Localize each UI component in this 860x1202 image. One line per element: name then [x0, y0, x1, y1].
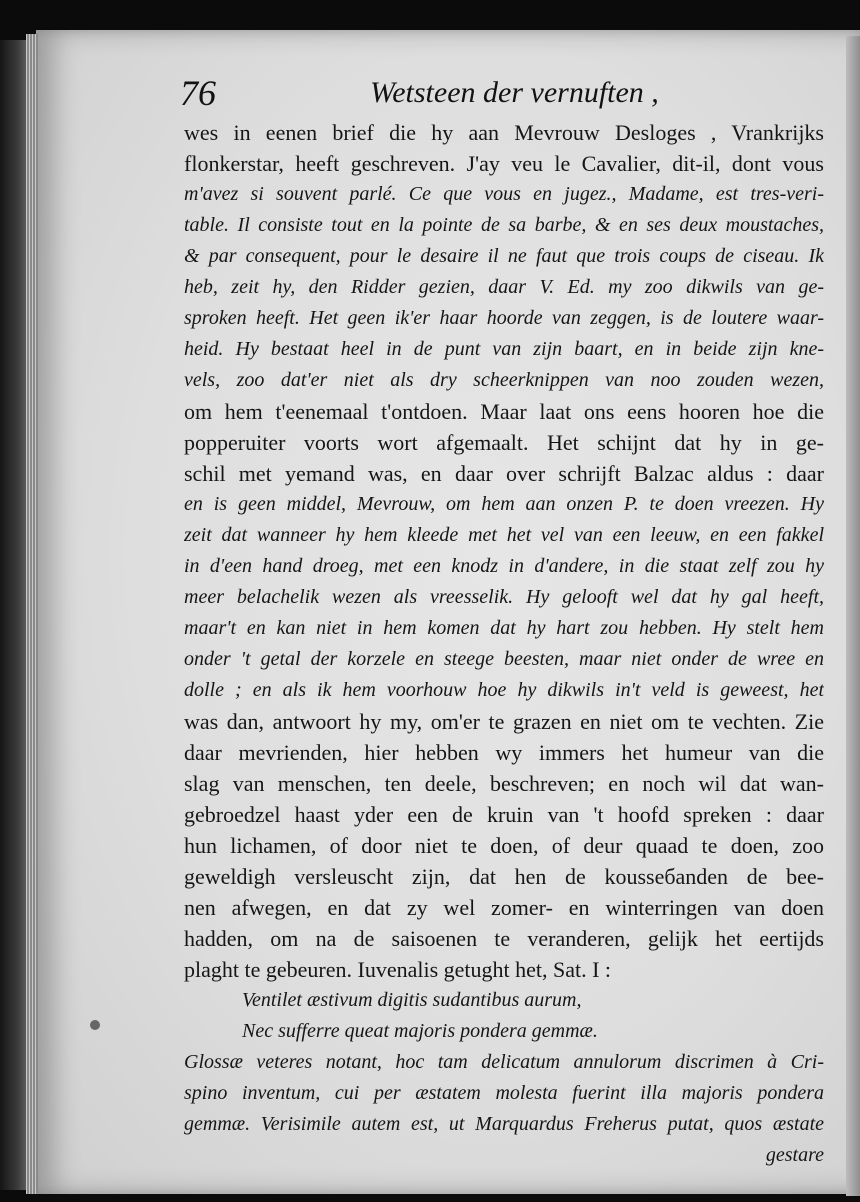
page-number: 76 [180, 73, 216, 113]
page-header [180, 70, 840, 116]
text-line: hadden, om na de saisoenen te veranderen, gelijk het eertijds [184, 926, 824, 951]
text-line: maar't en kan niet in hem komen dat hy hart zou hebben. Hy stelt hem [184, 617, 824, 639]
text-line: slag van menschen, ten deele, beschreven; en noch wil dat wan- [184, 771, 824, 796]
text-line: gebroedzel haast yder een de kruin van 't hoofd spreken : daar [184, 802, 824, 827]
text-line: sproken heeft. Het geen ik'er haar hoorde van zeggen, is de loutere waar- [184, 307, 824, 329]
quote-line: Nec sufferre queat majoris pondera gemmæ. [242, 1020, 598, 1042]
catchword: gestare [765, 1144, 824, 1166]
text-line: & par consequent, pour le desaire il ne faut que trois coups de ciseau. Ik [184, 245, 824, 267]
text-line: om hem t'eenemaal t'ontdoen. Maar laat ons eens hooren hoe die [184, 399, 824, 424]
text-line: table. Il consiste tout en la pointe de sa barbe, & en ses deux moustaches, [184, 214, 824, 236]
text-line: was dan, antwoort hy my, om'er te grazen en niet om te vechten. Zie [184, 709, 824, 734]
facing-page-edge [846, 36, 860, 1196]
text-line: in d'een hand droeg, met een knodz in d'andere, in die staat zelf zou hy [184, 555, 824, 577]
text-line: nen afwegen, en dat zy wel zomer- en winterringen van doen [184, 895, 824, 920]
text-line: hun lichamen, of door niet te doen, of deur quaad te doen, zoo [184, 833, 824, 858]
text-line: schil met yemand was, en daar over schrijft Balzac aldus : daar [184, 461, 824, 486]
text-line: geweldigh versleuscht zijn, dat hen de kousseбanden de bee- [184, 864, 824, 889]
text-line: zeit dat wanneer hy hem kleede met het vel van een leeuw, en een fakkel [184, 524, 824, 546]
text-line: gemmæ. Verisimile autem est, ut Marquardus Freherus putat, quos æstate [184, 1113, 824, 1135]
text-line: popperuiter voorts wort afgemaalt. Het schijnt dat hy in ge- [184, 430, 824, 455]
text-line: wes in eenen brief die hy aan Mevrouw Desloges , Vrankrijks [184, 120, 824, 145]
text-line: onder 't getal der korzele en steege beesten, maar niet onder de wree en [184, 648, 824, 670]
page-edges [26, 34, 38, 1194]
text-line: heid. Hy bestaat heel in de punt van zijn baart, en in beide zijn kne- [184, 338, 824, 360]
text-line: dolle ; en als ik hem voorhouw hoe hy dikwils in't veld is geweest, het [184, 679, 824, 701]
text-line: heb, zeit hy, den Ridder gezien, daar V. Ed. my zoo dikwils van ge- [184, 276, 824, 298]
text-line: plaght te gebeuren. Iuvenalis getught het, Sat. I : [184, 957, 612, 982]
page-body [184, 117, 824, 1171]
text-line: Glossæ veteres notant, hoc tam delicatum annulorum discrimen à Cri- [184, 1051, 824, 1073]
quote-line: Ventilet æstivum digitis sudantibus aurum, [242, 989, 582, 1011]
text-line: flonkerstar, heeft geschreven. J'ay veu le Cavalier, dit-il, dont vous [184, 151, 824, 176]
text-line: spino inventum, cui per æstatem molesta fuerint illa majoris pondera [184, 1082, 824, 1104]
text-line: daar mevrienden, hier hebben wy immers het humeur van die [184, 740, 824, 765]
text-line: en is geen middel, Mevrouw, om hem aan onzen P. te doen vreezen. Hy [184, 493, 824, 515]
text-line: vels, zoo dat'er niet als dry scheerknippen van noo zouden wezen, [184, 369, 824, 391]
ink-spot [90, 1020, 100, 1030]
text-line: meer belachelik wezen als vreesselik. Hy gelooft wel dat hy gal heeft, [184, 586, 824, 608]
text-line: m'avez si souvent parlé. Ce que vous en jugez., Madame, est tres-veri- [184, 183, 824, 205]
running-title: Wetsteen der vernuften , [370, 76, 659, 109]
